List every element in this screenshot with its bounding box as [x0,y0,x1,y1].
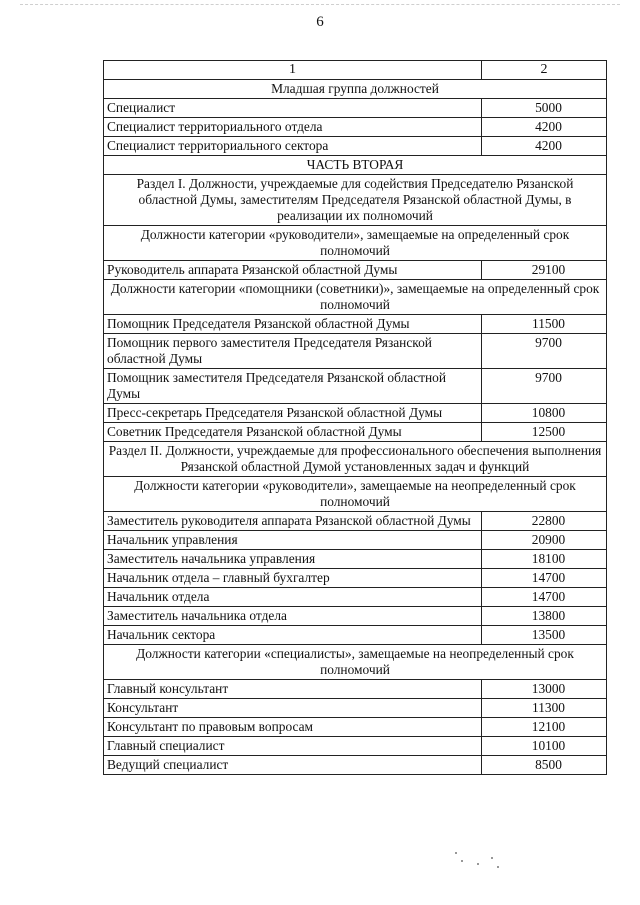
position-name: Специалист территориального сектора [104,137,482,156]
position-name: Главный специалист [104,737,482,756]
position-name: Помощник первого заместителя Председателя Рязанской областной Думы [104,334,482,369]
section-heading-row [104,226,607,261]
scan-speck [461,860,463,862]
position-name: Ведущий специалист [104,756,482,775]
section-heading-row [104,175,607,226]
position-name: Пресс-секретарь Председателя Рязанской областной Думы [104,404,482,423]
scan-edge-line [20,4,620,5]
table-row [104,118,607,137]
section-heading-row [104,156,607,175]
position-name: Начальник сектора [104,626,482,645]
salary-value: 10100 [482,737,607,756]
salary-value: 9700 [482,334,607,369]
position-name: Заместитель начальника управления [104,550,482,569]
position-name: Начальник отдела – главный бухгалтер [104,569,482,588]
table-row [104,315,607,334]
table-row [104,626,607,645]
table-row [104,718,607,737]
position-name: Помощник Председателя Рязанской областной Думы [104,315,482,334]
position-name: Специалист территориального отдела [104,118,482,137]
position-name: Консультант по правовым вопросам [104,718,482,737]
section-heading: Должности категории «руководители», замещаемые на определенный срок полномочий [104,226,607,261]
table-row [104,588,607,607]
position-name: Начальник управления [104,531,482,550]
position-name: Заместитель начальника отдела [104,607,482,626]
salary-value: 20900 [482,531,607,550]
table-row [104,550,607,569]
table-header-row [104,61,607,80]
salary-value: 14700 [482,569,607,588]
section-heading: ЧАСТЬ ВТОРАЯ [104,156,607,175]
table-row [104,369,607,404]
table-row [104,334,607,369]
position-name: Главный консультант [104,680,482,699]
column-header-1: 1 [104,61,482,80]
section-heading-row [104,477,607,512]
section-heading: Младшая группа должностей [104,80,607,99]
section-heading: Должности категории «руководители», замещаемые на неопределенный срок полномочий [104,477,607,512]
table-row [104,404,607,423]
salary-value: 13000 [482,680,607,699]
salary-value: 22800 [482,512,607,531]
salary-value: 11300 [482,699,607,718]
table-row [104,512,607,531]
salary-value: 12100 [482,718,607,737]
salary-value: 4200 [482,118,607,137]
scan-speck [455,852,457,854]
salary-value: 14700 [482,588,607,607]
section-heading-row [104,442,607,477]
table-row [104,261,607,280]
section-heading-row [104,80,607,99]
section-heading-row [104,280,607,315]
table-row [104,531,607,550]
table-row [104,699,607,718]
scan-speck [491,857,493,859]
table-row [104,569,607,588]
salary-value: 8500 [482,756,607,775]
section-heading: Раздел II. Должности, учреждаемые для профессионального обеспечения выполнения Рязанской областной Думой установленных задач и функций [104,442,607,477]
salary-value: 13800 [482,607,607,626]
section-heading: Должности категории «помощники (советники)», замещаемые на определенный срок полномочий [104,280,607,315]
position-name: Специалист [104,99,482,118]
section-heading-row [104,645,607,680]
salary-value: 18100 [482,550,607,569]
table-row [104,99,607,118]
position-name: Помощник заместителя Председателя Рязанской областной Думы [104,369,482,404]
salary-value: 9700 [482,369,607,404]
salary-value: 10800 [482,404,607,423]
section-heading: Раздел I. Должности, учреждаемые для содействия Председателю Рязанской областной Думы, заместителям Председателя Рязанской областной Думы, в реализации их полномочий [104,175,607,226]
position-name: Начальник отдела [104,588,482,607]
salary-value: 11500 [482,315,607,334]
scan-speck [497,866,499,868]
table-row [104,680,607,699]
position-name: Руководитель аппарата Рязанской областной Думы [104,261,482,280]
position-name: Заместитель руководителя аппарата Рязанской областной Думы [104,512,482,531]
table-row [104,137,607,156]
salary-value: 12500 [482,423,607,442]
table-row [104,423,607,442]
column-header-2: 2 [482,61,607,80]
page-number: 6 [316,14,324,30]
section-heading: Должности категории «специалисты», замещаемые на неопределенный срок полномочий [104,645,607,680]
position-name: Консультант [104,699,482,718]
salary-table [103,60,607,775]
salary-value: 13500 [482,626,607,645]
table-row [104,756,607,775]
salary-value: 5000 [482,99,607,118]
scan-speck [477,863,479,865]
salary-value: 4200 [482,137,607,156]
position-name: Советник Председателя Рязанской областной Думы [104,423,482,442]
table-row [104,607,607,626]
table-row [104,737,607,756]
salary-value: 29100 [482,261,607,280]
